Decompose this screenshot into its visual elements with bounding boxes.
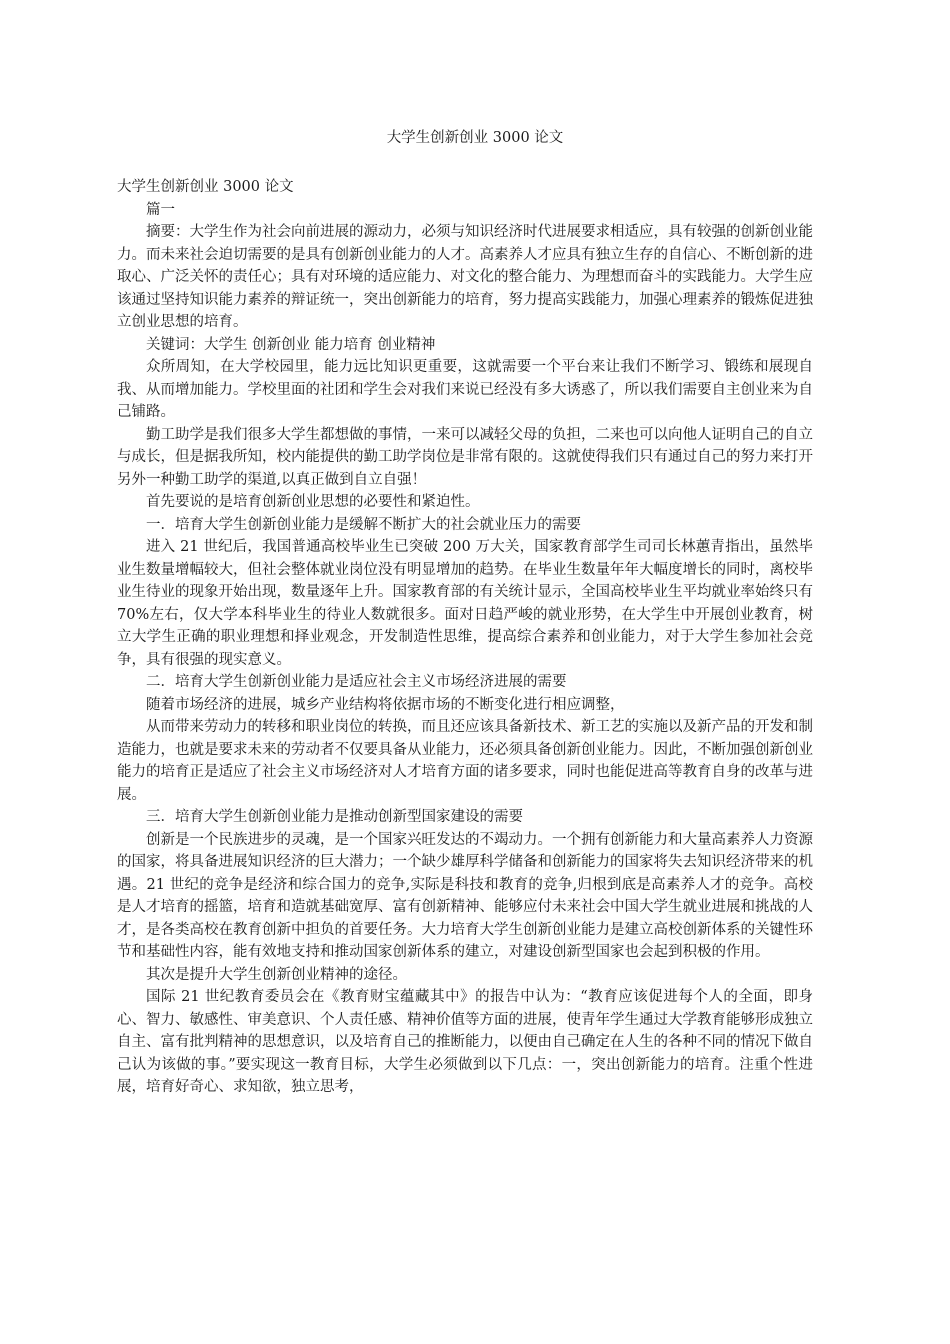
keywords-paragraph: 关键词：大学生 创新创业 能力培育 创业精神 bbox=[146, 336, 436, 353]
body-paragraph: 勤工助学是我们很多大学生都想做的事情，一来可以减轻父母的负担，二来也可以向他人证明自己的自立与成长，但是据我所知，校内能提供的勤工助学岗位是非常有限的。这就使得我们只有通过自己的努力来打开另外一种勤工助学的渠道,以真正做到自立自强！ bbox=[117, 426, 813, 488]
section-heading: 二．培育大学生创新创业能力是适应社会主义市场经济进展的需要 bbox=[146, 674, 567, 690]
body-paragraph: 其次是提升大学生创新创业精神的途径。 bbox=[146, 966, 407, 983]
body-paragraph: 从而带来劳动力的转移和职业岗位的转换，而且还应该具备新技术、新工艺的实施以及新产品的开发和制造能力，也就是要求未来的劳动者不仅要具备从业能力，还必须具备创新创业能力。因此，不断加强创新创业能力的培育正是适应了社会主义市场经济对人才培育方面的诸多要求，同时也能促进高等教育自身的改革与进展。 bbox=[117, 719, 813, 803]
body-paragraph: 进入 21 世纪后，我国普通高校毕业生已突破 200 万大关，国家教育部学生司司长林蕙青指出，虽然毕业生数量增幅较大，但社会整体就业岗位没有明显增加的趋势。在毕业生数量年年大幅度增长的同时，离校毕业生待业的现象开始出现，数量逐年上升。国家教育部的有关统计显示，全国高校毕业生平均就业率始终只有 70%左右，仅大学本科毕业生的待业人数就很多。面对日趋严峻的就业形势，在大学生中开展创业教育，树立大学生正确的职业理想和择业观念，开发制造性思维，提高综合素养和创业能力，对于大学生参加社会竞争，具有很强的现实意义。 bbox=[117, 539, 813, 668]
section-heading: 三．培育大学生创新创业能力是推动创新型国家建设的需要 bbox=[146, 809, 523, 825]
document-body bbox=[117, 176, 813, 1099]
abstract-paragraph: 摘要：大学生作为社会向前进展的源动力，必须与知识经济时代进展要求相适应，具有较强的创新创业能力。而未来社会迫切需要的是具有创新创业能力的人才。高素养人才应具有独立生存的自信心、不断创新的进取心、广泛关怀的责任心；具有对环境的适应能力、对文化的整合能力、为理想而奋斗的实践能力。大学生应该通过坚持知识能力素养的辩证统一，突出创新能力的培育，努力提高实践能力，加强心理素养的锻炼促进独立创业思想的培育。 bbox=[117, 224, 813, 330]
section-label: 篇一 bbox=[146, 201, 175, 218]
section-heading: 一．培育大学生创新创业能力是缓解不断扩大的社会就业压力的需要 bbox=[146, 516, 581, 533]
body-heading: 大学生创新创业 3000 论文 bbox=[117, 179, 294, 195]
body-paragraph: 众所周知，在大学校园里，能力远比知识更重要，这就需要一个平台来让我们不断学习、锻练和展现自我、从而增加能力。学校里面的社团和学生会对我们来说已经没有多大诱惑了，所以我们需要自主创业来为自己铺路。 bbox=[117, 359, 813, 420]
body-paragraph: 首先要说的是培育创新创业思想的必要性和紧迫性。 bbox=[146, 494, 480, 510]
body-paragraph: 国际 21 世纪教育委员会在《教育财宝蕴藏其中》的报告中认为：“教育应该促进每个人的全面，即身心、智力、敏感性、审美意识、个人责任感、精神价值等方面的进展，使青年学生通过大学教育能够形成独立自主、富有批判精神的思想意识，以及培育自己的推断能力，以便由自己确定在人生的各种不同的情况下做自己认为该做的事。”要实现这一教育目标，大学生必须做到以下几点：一，突出创新能力的培育。注重个性进展，培育好奇心、求知欲，独立思考， bbox=[117, 989, 813, 1095]
body-paragraph: 创新是一个民族进步的灵魂，是一个国家兴旺发达的不竭动力。一个拥有创新能力和大量高素养人力资源的国家，将具备进展知识经济的巨大潜力；一个缺少雄厚科学储备和创新能力的国家将失去知识经济带来的机遇。21 世纪的竞争是经济和综合国力的竞争,实际是科技和教育的竞争,归根到底是高素养人才的竞争。高校是人才培育的摇篮，培育和造就基础宽厚、富有创新精神、能够应付未来社会中国大学生就业进展和挑战的人才，是各类高校在教育创新中担负的首要任务。大力培育大学生创新创业能力是建立高校创新体系的关键性环节和基础性内容，能有效地支持和推动国家创新体系的建立，对建设创新型国家也会起到积极的作用。 bbox=[117, 831, 813, 960]
document-title: 大学生创新创业 3000 论文 bbox=[386, 130, 564, 146]
body-paragraph: 随着市场经济的进展，城乡产业结构将依据市场的不断变化进行相应调整， bbox=[146, 696, 625, 713]
